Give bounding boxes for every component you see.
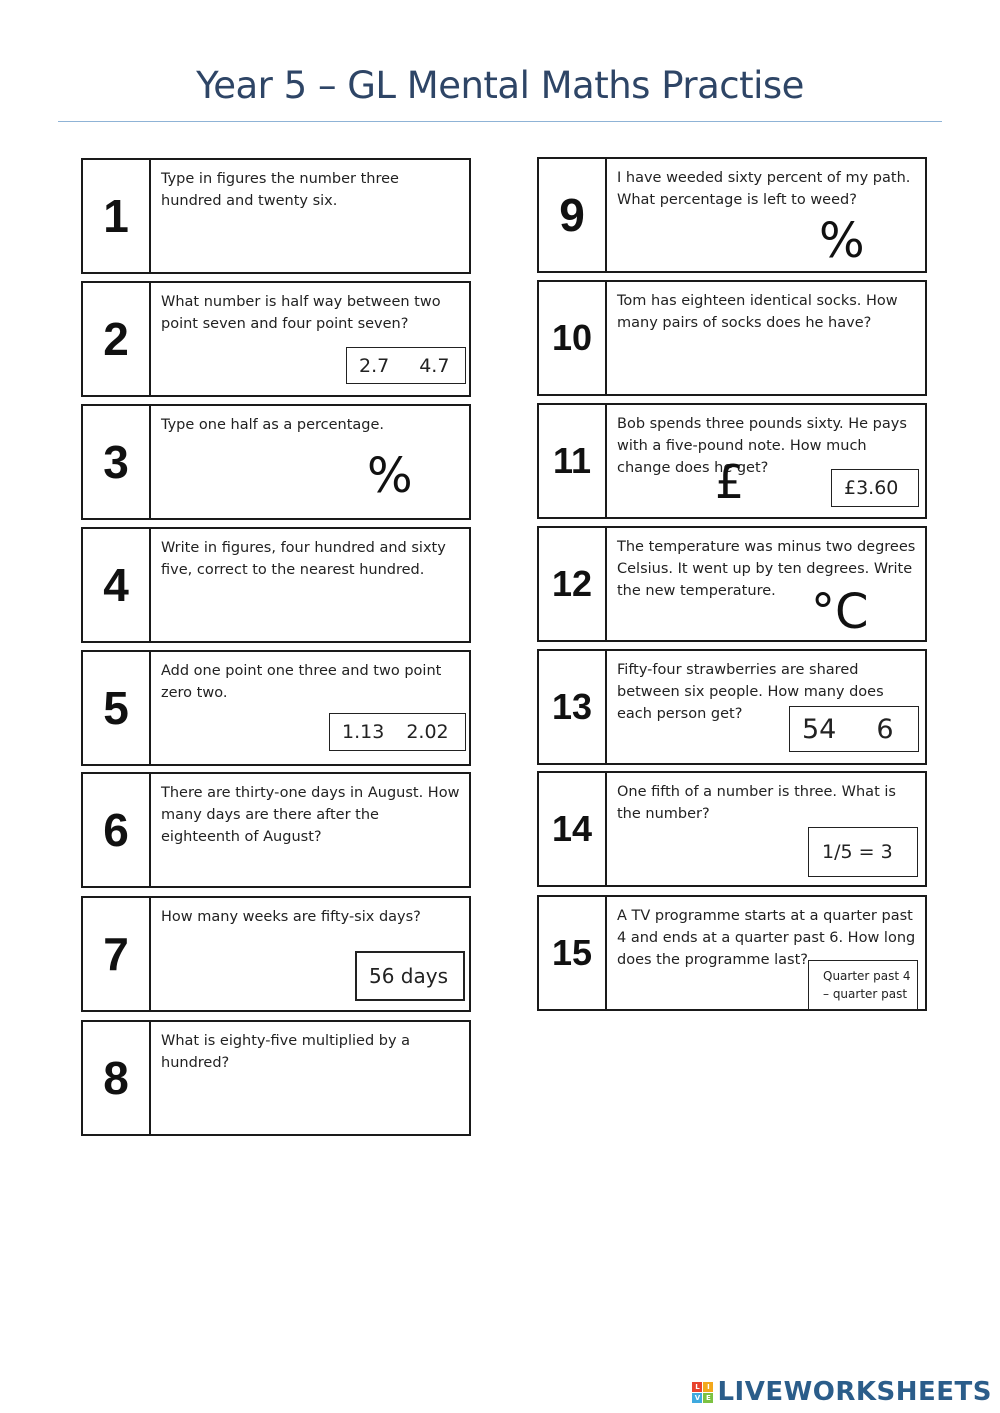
hint-box (808, 960, 918, 1010)
question-text: There are thirty-one days in August. How many days are there after the eighteenth of August? (161, 785, 460, 845)
question-text: I have weeded sixty percent of my path. What percentage is left to weed? (617, 170, 911, 208)
question-text: How many weeks are fifty-six days? (161, 909, 421, 925)
question-text: Bob spends three pounds sixty. He pays with a five-pound note. How much change does he get? (617, 416, 907, 476)
question-number: 14 (539, 773, 607, 885)
hint-box (831, 469, 919, 507)
brand-name: LIVEWORKSHEETS (717, 1377, 992, 1407)
pound-symbol: £ (715, 455, 745, 509)
question-6 (81, 772, 471, 888)
question-number: 3 (83, 406, 151, 518)
hint-box (808, 827, 918, 877)
question-5 (81, 650, 471, 766)
question-number: 9 (539, 159, 607, 271)
question-text: Tom has eighteen identical socks. How many pairs of socks does he have? (617, 293, 898, 331)
question-2 (81, 281, 471, 397)
question-number: 8 (83, 1022, 151, 1134)
logo-letter: L (692, 1382, 702, 1392)
number-pair-box (346, 347, 466, 384)
question-number: 13 (539, 651, 607, 763)
celsius-symbol: °C (811, 584, 869, 640)
question-text: Type one half as a percentage. (161, 417, 385, 433)
question-number: 4 (83, 529, 151, 641)
question-3 (81, 404, 471, 520)
question-text: Fifty-four strawberries are shared between six people. How many does each person get? (617, 662, 884, 722)
question-1 (81, 158, 471, 274)
number-pair-box (329, 713, 466, 751)
question-12 (537, 526, 927, 642)
logo-letter: E (703, 1393, 713, 1403)
liveworksheets-logo-icon (692, 1382, 713, 1403)
question-7 (81, 896, 471, 1012)
title-divider (58, 121, 942, 122)
percent-symbol: % (367, 448, 413, 504)
question-number: 6 (83, 774, 151, 886)
question-number: 15 (539, 897, 607, 1009)
hint-box-line-1: Quarter past 4 (823, 969, 911, 983)
logo-letter: V (692, 1393, 702, 1403)
box-value-b: 2.02 (406, 721, 449, 743)
question-10 (537, 280, 927, 396)
hint-box-text: 56 days (369, 964, 449, 988)
question-15 (537, 895, 927, 1011)
question-number: 5 (83, 652, 151, 764)
question-number: 10 (539, 282, 607, 394)
question-text: Write in figures, four hundred and sixty five, correct to the nearest hundred. (161, 540, 446, 578)
question-8 (81, 1020, 471, 1136)
question-text: What is eighty-five multiplied by a hundred? (161, 1033, 411, 1071)
question-9 (537, 157, 927, 273)
box-value-a: 54 (802, 713, 837, 745)
question-14 (537, 771, 927, 887)
question-text: One fifth of a number is three. What is the number? (617, 784, 896, 822)
question-text: Type in figures the number three hundred and twenty six. (161, 171, 399, 209)
hint-box-text: 1/5 = 3 (822, 841, 893, 863)
question-text: A TV programme starts at a quarter past 4 and ends at a quarter past 6. How long does the programme last? (617, 908, 916, 968)
hint-box-text: £3.60 (844, 477, 899, 499)
logo-letter: I (703, 1382, 713, 1392)
box-value-a: 2.7 (359, 354, 390, 377)
question-11 (537, 403, 927, 519)
page-title: Year 5 – GL Mental Maths Practise (196, 64, 804, 107)
question-13 (537, 649, 927, 765)
box-value-a: 1.13 (342, 721, 385, 743)
question-number: 12 (539, 528, 607, 640)
question-number: 2 (83, 283, 151, 395)
question-number: 7 (83, 898, 151, 1010)
hint-box (355, 951, 465, 1001)
box-value-b: 6 (876, 713, 894, 745)
question-4 (81, 527, 471, 643)
question-text: The temperature was minus two degrees Celsius. It went up by ten degrees. Write the new temperature. (617, 539, 916, 599)
number-pair-box (789, 706, 919, 752)
hint-box-line-2: – quarter past (823, 987, 908, 1001)
liveworksheets-logo (692, 1377, 992, 1407)
question-number: 1 (83, 160, 151, 272)
question-number: 11 (539, 405, 607, 517)
percent-symbol: % (819, 213, 865, 269)
question-text: Add one point one three and two point zero two. (161, 663, 442, 701)
question-text: What number is half way between two point seven and four point seven? (161, 294, 441, 332)
box-value-b: 4.7 (419, 354, 450, 377)
